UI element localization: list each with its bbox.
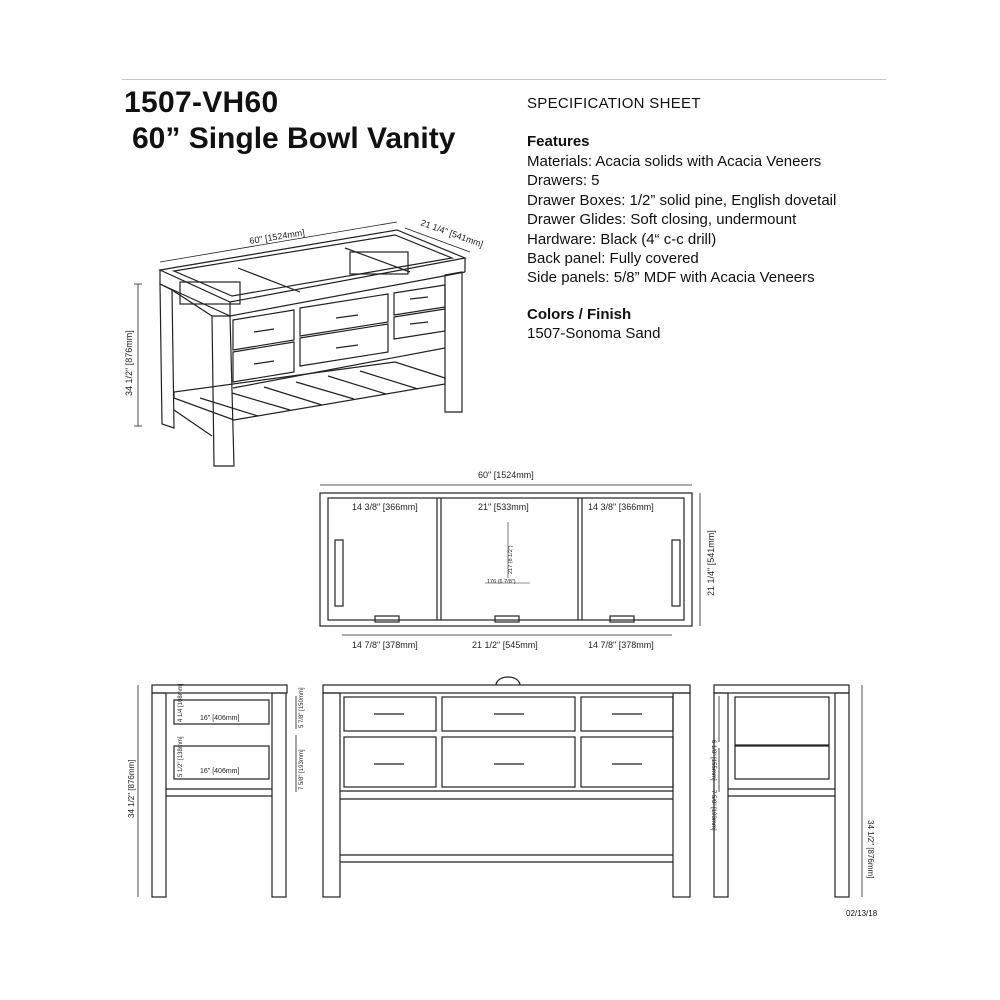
iso-depth-label: 21 1/4" [541mm] (419, 217, 485, 250)
model-number: 1507-VH60 (124, 86, 279, 119)
left-drawer2-height-label: 5 1/2" [138mm] (178, 736, 184, 777)
left-height-label: 34 1/2" [876mm] (127, 759, 136, 818)
feature-item: Materials: Acacia solids with Acacia Veneers (527, 153, 822, 170)
right-height-label: 34 1/2" [876mm] (866, 820, 875, 879)
revision-date: 02/13/18 (846, 909, 878, 918)
left-front2-label: 7 5/8" [193mm] (299, 749, 305, 790)
top-inner-right-label: 14 3/8" [366mm] (588, 502, 654, 512)
feature-item: Back panel: Fully covered (527, 250, 699, 268)
right-front2-label: 7 5/8" [193mm] (710, 790, 716, 831)
features-heading: Features (527, 133, 590, 150)
iso-view (134, 222, 470, 466)
iso-height-label: 34 1/2" [876mm] (124, 330, 134, 396)
right-front1-label: 6 1/8" [155mm] (710, 740, 716, 781)
product-title: 60” Single Bowl Vanity (132, 122, 456, 155)
feature-item: Side panels: 5/8” MDF with Acacia Veneers (527, 269, 815, 287)
front-view (323, 677, 690, 897)
left-drawer1-depth-label: 16" [406mm] (200, 715, 240, 722)
drain-vertical-label: 217 (8 1/2") (508, 545, 514, 574)
feature-item: Hardware: Black (4“ c-c drill) (527, 230, 717, 248)
top-width-label: 60" [1524mm] (478, 470, 534, 480)
iso-width-label: 60" [1524mm] (248, 227, 306, 246)
feature-item: Drawers: 5 (527, 172, 600, 190)
right-section-view (714, 685, 862, 897)
colors-value: 1507-Sonoma Sand (527, 325, 661, 342)
sheet-label: SPECIFICATION SHEET (527, 95, 701, 112)
top-inner-left-label: 14 3/8" [366mm] (352, 502, 418, 512)
top-bottom-right-label: 14 7/8" [378mm] (588, 640, 654, 650)
left-drawer2-depth-label: 16" [406mm] (200, 768, 240, 775)
feature-item: Drawer Glides: Soft closing, undermount (527, 211, 797, 229)
feature-item: Drawer Boxes: 1/2” solid pine, English dovetail (527, 191, 837, 209)
drain-horizontal-label: 176 (6 7/8") (487, 579, 516, 585)
top-inner-center-label: 21" [533mm] (478, 502, 529, 512)
colors-heading: Colors / Finish (527, 306, 632, 323)
top-depth-label: 21 1/4" [541mm] (706, 530, 716, 596)
top-bottom-left-label: 14 7/8" [378mm] (352, 640, 418, 650)
top-bottom-center-label: 21 1/2" [545mm] (472, 640, 538, 650)
left-front1-label: 5 7/8" [150mm] (299, 687, 305, 728)
left-drawer1-height-label: 4 1/4 [108mm] (178, 683, 184, 722)
